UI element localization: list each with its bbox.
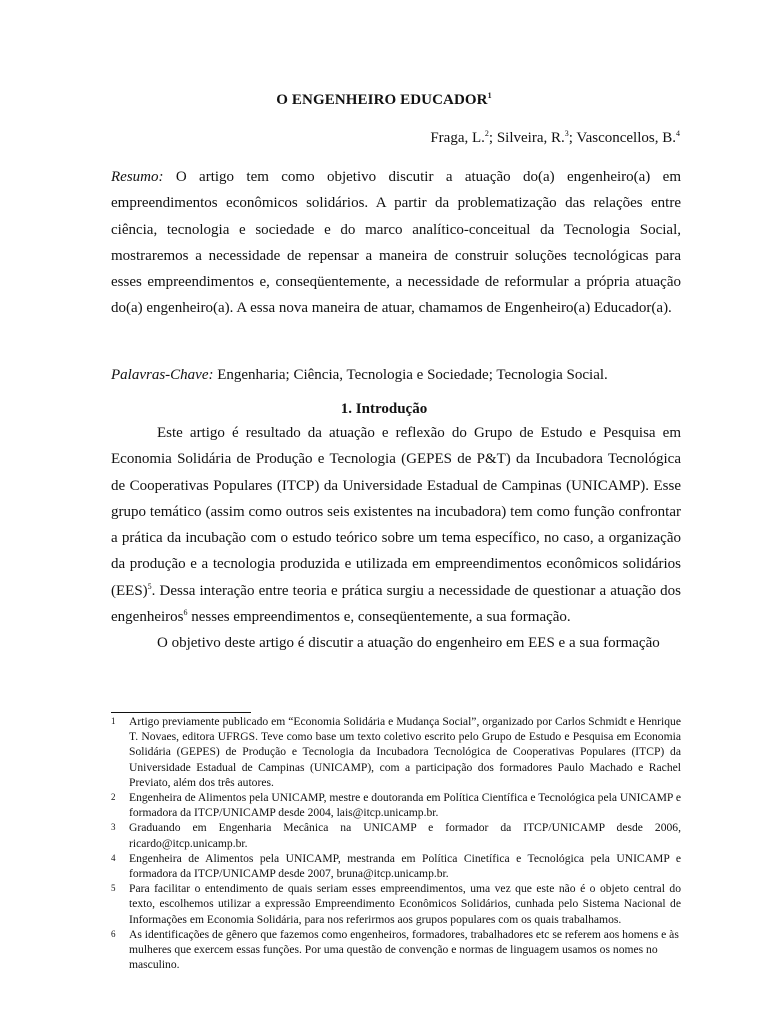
- author-footnote-ref: 3: [564, 129, 569, 138]
- abstract: [111, 164, 681, 322]
- footnote: [111, 714, 681, 790]
- footnote-number: 5: [111, 883, 116, 894]
- footnote-ref: 5: [147, 581, 152, 591]
- paragraph-text: nesses empreendimentos e, conseqüentemente, a sua formação.: [187, 609, 571, 626]
- title-footnote-ref: 1: [487, 91, 492, 100]
- author-list: [430, 130, 680, 147]
- paragraph-text: Este artigo é resultado da atuação e reflexão do Grupo de Estudo e Pesquisa em Economia Solidária de Produção e Tecnologia (GEPES de P&T) da Incubadora Tecnológica de Cooperativas Populares (ITCP) da Universidade Estadual de Campinas (UNICAMP). Esse grupo temático (assim como outros seis existentes na incubadora) tem como função confrontar a prática da incubação com o estudo teórico sobre um tema específico, no caso, a organização da produção e a tecnologia produzida e utilizada em empreendimentos econômicos solidários (EES): [111, 425, 681, 599]
- footnote-number: 2: [111, 792, 116, 803]
- keywords-text: Engenharia; Ciência, Tecnologia e Sociedade; Tecnologia Social.: [213, 367, 608, 383]
- section-heading: 1. Introdução: [340, 401, 428, 417]
- footnote: [111, 851, 681, 881]
- footnote-number: 3: [111, 822, 116, 833]
- paragraph: [111, 420, 681, 630]
- abstract-label: Resumo:: [111, 169, 164, 185]
- author-name: Vasconcellos, B.: [576, 130, 676, 146]
- title-text: O ENGENHEIRO EDUCADOR: [276, 92, 488, 108]
- footnote-text: Graduando em Engenharia Mecânica na UNICAMP e formador da ITCP/UNICAMP desde 2006, ricardo@itcp.unicamp.br.: [129, 821, 681, 850]
- author-footnote-ref: 2: [484, 129, 489, 138]
- keywords-label: Palavras-Chave:: [111, 367, 214, 383]
- document-title: [0, 92, 768, 109]
- paragraph: O objetivo deste artigo é discutir a atuação do engenheiro em EES e a sua formação: [157, 635, 660, 652]
- author-separator: ;: [488, 130, 497, 146]
- footnote-number: 4: [111, 852, 116, 863]
- author-name: Fraga, L.: [430, 130, 485, 146]
- keywords: [111, 362, 681, 388]
- footnote-text: As identificações de gênero que fazemos como engenheiros, formadores, trabalhadores etc se referem aos homens e às mulheres que exercem essas funções. Por uma questão de convenção e normas de linguagem usamos os nomes no masculino.: [129, 927, 679, 972]
- introduction-body: [111, 420, 681, 657]
- footnote-text: Para facilitar o entendimento de quais seriam esses empreendimentos, uma vez que este não é o objeto central do texto, escolhemos utilizar a expressão Empreendimento Econômicos Solidários, cunhada pelo Sistema Nacional de Informações em Economia Solidária, para nos referirmos aos grupos populares com os quais trabalhamos.: [129, 882, 681, 926]
- footnote-text: Artigo previamente publicado em “Economia Solidária e Mudança Social”, organizado por Carlos Schmidt e Henrique T. Novaes, editora UFRGS. Teve como base um texto coletivo escrito pelo Grupo de Estudo e Pesquisa em Economia Solidária (GEPES) de Produção e Tecnologia da Incubadora Tecnológica de Cooperativas Populares (ITCP) da Universidade Estadual de Campinas (UNICAMP), com a participação dos formadores Paulo Machado e Rachel Previato, além dos três autores.: [129, 715, 681, 789]
- footnote-text: Engenheira de Alimentos pela UNICAMP, mestre e doutoranda em Política Científica e Tecnológica pela UNICAMP e formadora da ITCP/UNICAMP desde 2004, lais@itcp.unicamp.br.: [129, 791, 681, 820]
- author-name: Silveira, R.: [496, 130, 565, 146]
- footnotes: [111, 714, 681, 972]
- footnote-number: 1: [111, 716, 116, 726]
- footnote: [111, 927, 681, 973]
- footnote-text: Engenheira de Alimentos pela UNICAMP, mestranda em Política Cinetífica e Tecnológica pela UNICAMP e formadora da ITCP/UNICAMP desde 2007, bruna@itcp.unicamp.br.: [129, 851, 681, 881]
- abstract-text: O artigo tem como objetivo discutir a atuação do(a) engenheiro(a) em empreendimentos econômicos solidários. A partir da problematização das relações entre ciência, tecnologia e sociedade e do marco analítico-conceitual da Tecnologia Social, mostraremos a necessidade de repensar a maneira de construir soluções tecnológicas para esses empreendimentos e, conseqüentemente, a necessidade de reformular a própria atuação do(a) engenheiro(a). A essa nova maneira de atuar, chamamos de Engenheiro(a) Educador(a).: [111, 169, 681, 317]
- author-separator: ;: [568, 130, 577, 146]
- footnote-number: 6: [111, 928, 116, 939]
- footnote: [111, 820, 681, 850]
- footnote-ref: 6: [183, 608, 188, 618]
- author-footnote-ref: 4: [676, 129, 680, 138]
- footnote: [111, 881, 681, 927]
- paragraph-text: . Dessa interação entre teoria e prática surgiu a necessidade de questionar a atuação dos engenheiros: [111, 582, 681, 626]
- footnote: [111, 790, 681, 820]
- footnote-divider: [111, 712, 251, 713]
